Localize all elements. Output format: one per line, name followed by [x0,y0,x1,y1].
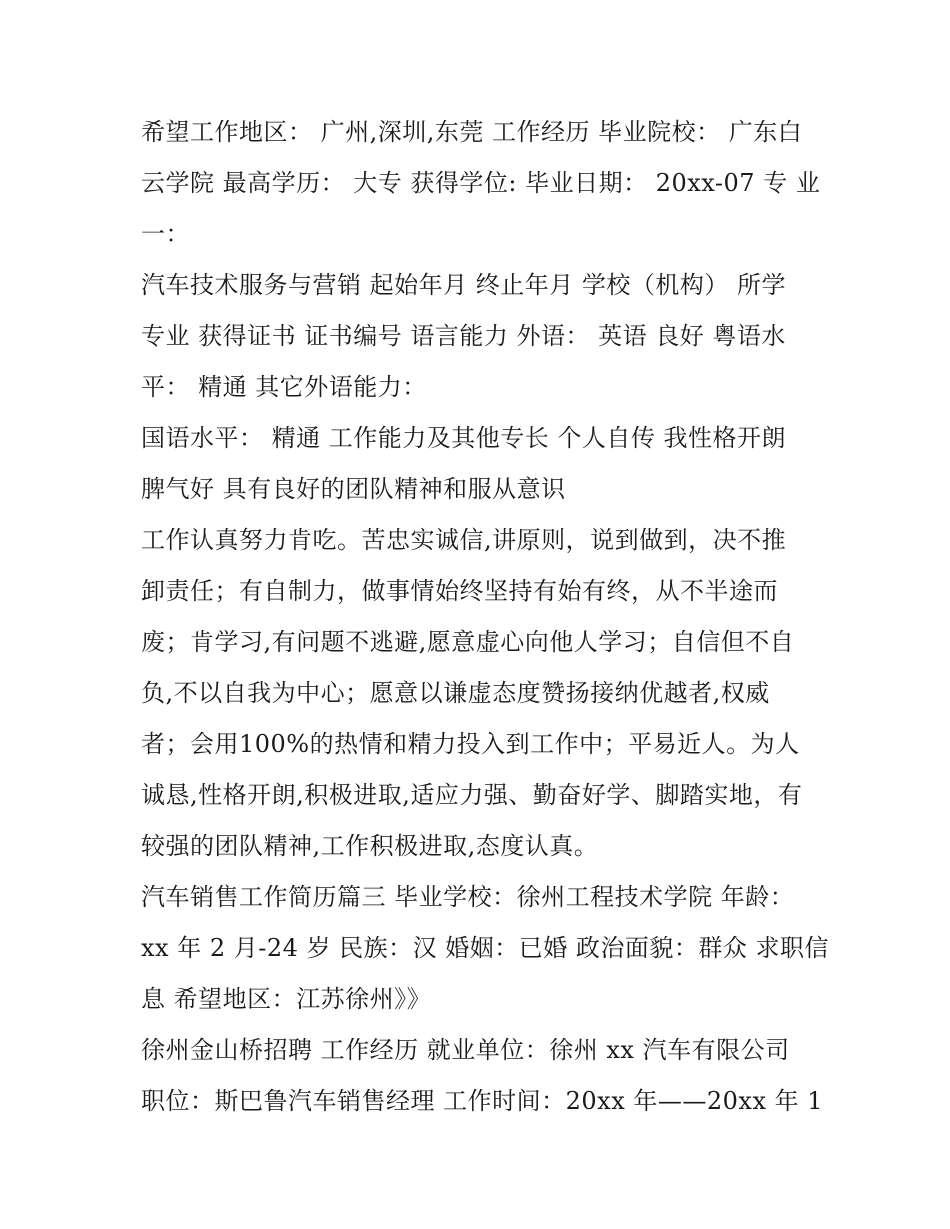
text-line: 脾气好 具有良好的团队精神和服从意识 [141,475,566,503]
text-line: xx 年 2 月-24 岁 民族：汉 婚姻：已婚 政治面貌：群众 求职信 [141,934,830,962]
text-line: 较强的团队精神,工作积极进取,态度认真。 [141,832,599,860]
text-line: 国语水平： 精通 工作能力及其他专长 个人自传 我性格开朗 [141,424,787,452]
text-line: 废；肯学习,有问题不逃避,愿意虚心向他人学习；自信但不自 [141,628,795,656]
text-line: 云学院 最高学历： 大专 获得学位: 毕业日期： 20xx-07 专 业 [141,169,821,197]
text-line: 工作认真努力肯吃。苦忠实诚信,讲原则，说到做到，决不推 [141,526,787,554]
text-line: 汽车技术服务与营销 起始年月 终止年月 学校（机构） 所学 [141,271,787,299]
text-line: 希望工作地区： 广州,深圳,东莞 工作经历 毕业院校： 广东白 [141,118,803,146]
text-line: 负,不以自我为中心；愿意以谦虚态度赞扬接纳优越者,权威 [141,679,770,707]
document-body [141,107,830,1127]
text-line: 一： [141,220,190,248]
text-line: 职位：斯巴鲁汽车销售经理 工作时间：20xx 年——20xx 年 1 [141,1087,824,1115]
text-line: 汽车销售工作简历篇三 毕业学校：徐州工程技术学院 年龄： [141,883,795,911]
text-line: 者；会用100%的热情和精力投入到工作中；平易近人。为人 [141,730,800,758]
text-line: 专业 获得证书 证书编号 语言能力 外语： 英语 良好 粤语水 [141,322,786,350]
text-line: 徐州金山桥招聘 工作经历 就业单位：徐州 xx 汽车有限公司 [141,1036,790,1064]
text-line: 卸责任；有自制力，做事情始终坚持有始有终，从不半途而 [141,577,778,605]
text-line: 息 希望地区：江苏徐州》》 [141,985,432,1013]
text-line: 平： 精通 其它外语能力： [141,373,427,401]
text-line: 诚恳,性格开朗,积极进取,适应力强、勤奋好学、脚踏实地，有 [141,781,803,809]
